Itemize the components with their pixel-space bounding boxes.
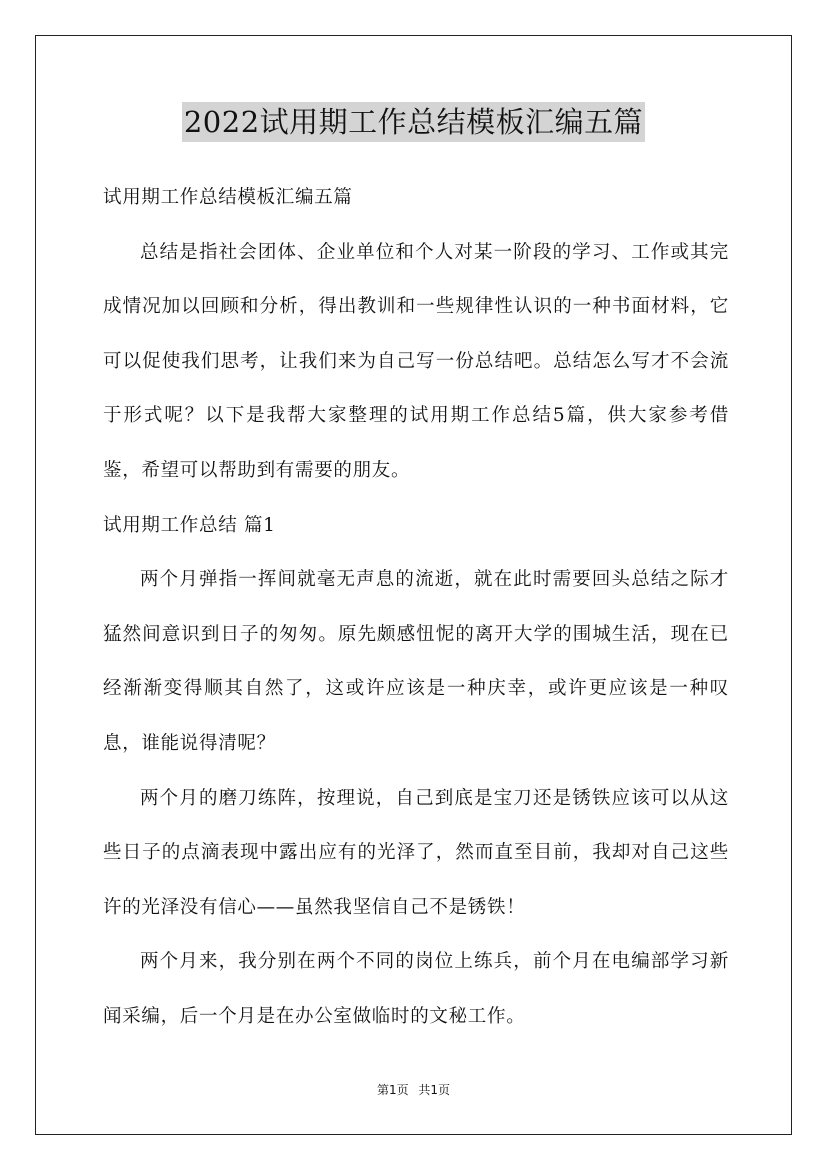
- body-paragraph: 两个月来，我分别在两个不同的岗位上练兵，前个月在电编部学习新闻采编，后一个月是在办公室做临时的文秘工作。: [103, 951, 729, 1027]
- current-page-label: 第1页: [376, 1083, 409, 1097]
- document-subtitle: 试用期工作总结模板汇编五篇: [103, 187, 353, 208]
- body-paragraph: 两个月弹指一挥间就毫无声息的流逝，就在此时需要回头总结之际才猛然间意识到日子的匆匆。原先颇感忸怩的离开大学的围城生活，现在已经渐渐变得顺其自然了，这或许应该是一种庆幸，或许更应该是一种叹息，谁能说得清呢？: [103, 569, 729, 754]
- page-footer: [0, 1082, 827, 1098]
- body-paragraph: 两个月的磨刀练阵，按理说，自己到底是宝刀还是锈铁应该可以从这些日子的点滴表现中露出应有的光泽了，然而直至目前，我却对自己这些许的光泽没有信心——虽然我坚信自己不是锈铁！: [103, 787, 729, 918]
- section-heading: 试用期工作总结 篇1: [103, 514, 276, 536]
- total-pages-label: 共1页: [418, 1083, 451, 1097]
- document-title: 2022试用期工作总结模板汇编五篇: [182, 102, 645, 142]
- document-body: [103, 171, 729, 1045]
- title-container: [0, 102, 827, 142]
- intro-paragraph: 总结是指社会团体、企业单位和个人对某一阶段的学习、工作或其完成情况加以回顾和分析，得出教训和一些规律性认识的一种书面材料，它可以促使我们思考，让我们来为自己写一份总结吧。总结怎么写才不会流于形式呢？以下是我帮大家整理的试用期工作总结5篇，供大家参考借鉴，希望可以帮助到有需要的朋友。: [103, 241, 729, 481]
